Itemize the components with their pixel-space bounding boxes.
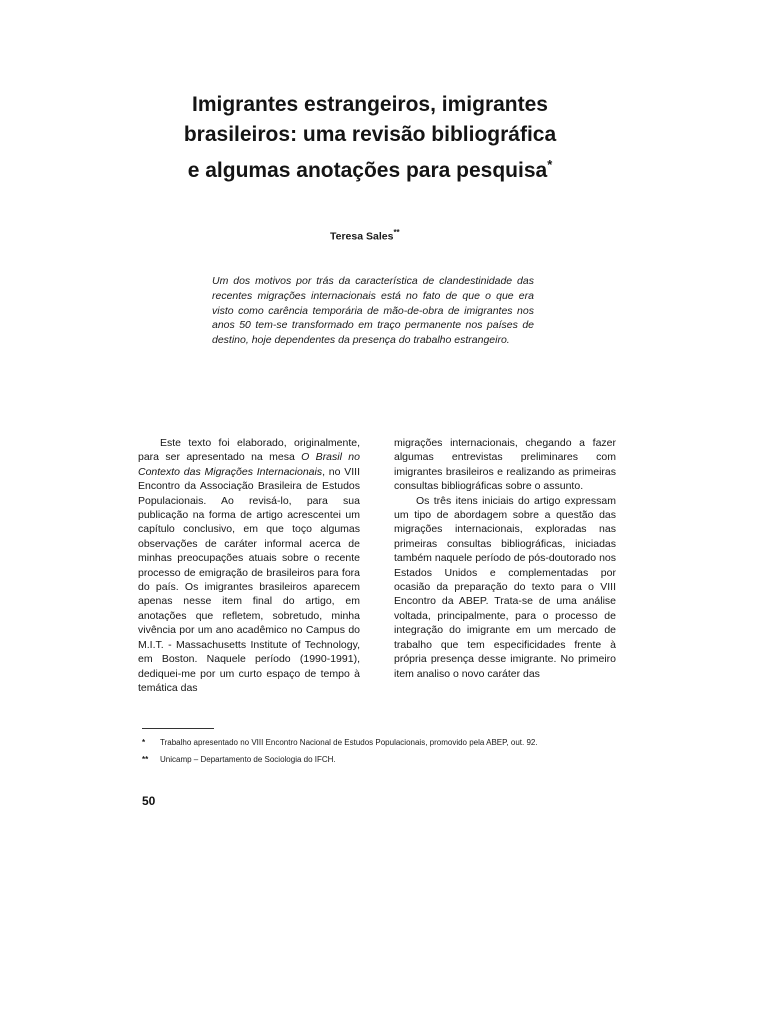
author-name: Teresa Sales [330, 230, 394, 243]
body-paragraph: migrações internacionais, chegando a fazer algumas entrevistas preliminares com imigrantes brasileiros e realizando as primeiras consultas bibliográficas sobre o assunto. [394, 437, 616, 493]
title-line-3: e algumas anotações para pesquisa [187, 159, 548, 182]
article-title [150, 90, 590, 186]
page-number: 50 [142, 794, 156, 808]
footnote-mark: * [142, 738, 146, 747]
body-text-italic: O Brasil no Contexto das Migrações Internacionais [138, 451, 360, 478]
footnote-text: Trabalho apresentado no VIII Encontro Nacional de Estudos Populacionais, promovido pela ABEP, out. 92. [160, 738, 538, 747]
footnote-text: Unicamp – Departamento de Sociologia do IFCH. [160, 755, 336, 764]
footnote-2 [142, 754, 336, 765]
author-line [330, 228, 400, 243]
title-line-2: brasileiros: uma revisão bibliográfica [183, 123, 557, 146]
author-footnote-mark: ** [393, 228, 400, 237]
body-text: , no VIII Encontro da Associação Brasileira de Estudos Populacionais. Ao revisá-lo, para sua publicação na forma de artigo acrescentei um capítulo conclusivo, em que toço algumas observações de caráter informal acerca de minhas preocupações atuais sobre o recente processo de emigração de brasileiros para fora do país. Os imigrantes brasileiros aparecem apenas nesse item final do artigo, em anotações que refletem, sobretudo, minha vivência por um ano acadêmico no Campus do M.I.T. - Massachusetts Institute of Technology, em Boston. Naquele período (1990-1991), dediquei-me por um curto espaço de tempo à temática das [138, 465, 360, 694]
footnote-1 [142, 737, 538, 748]
footnote-mark: ** [142, 755, 149, 764]
title-footnote-mark: * [547, 157, 553, 172]
body-column-left [138, 436, 360, 695]
body-column-right [394, 436, 616, 681]
footnote-separator [142, 728, 214, 729]
body-paragraph: Os três itens iniciais do artigo expressam um tipo de abordagem sobre a questão das migrações internacionais, exploradas nas primeiras consultas bibliográficas, iniciadas também naquele período de pós-doutorado nos Estados Unidos e complementadas por ocasião da preparação do texto para o VIII Encontro da ABEP. Trata-se de uma análise voltada, principalmente, para o processo de integração do imigrante em um mercado de trabalho que tem especificidades frente à própria presença desse imigrante. No primeiro item analiso o novo caráter das [394, 494, 616, 680]
abstract: Um dos motivos por trás da característica de clandestinidade das recentes migrações internacionais está no fato de que o que era visto como carência temporária de mão-de-obra de imigrantes nos anos 50 tem-se transformado em traço permanente nos países de destino, hoje dependentes da presença do trabalho estrangeiro. [212, 275, 534, 347]
body-text: Este texto foi elaborado, originalmente, para ser apresentado na mesa [138, 437, 360, 464]
title-line-1: Imigrantes estrangeiros, imigrantes [192, 93, 548, 116]
body-paragraph [138, 436, 360, 695]
